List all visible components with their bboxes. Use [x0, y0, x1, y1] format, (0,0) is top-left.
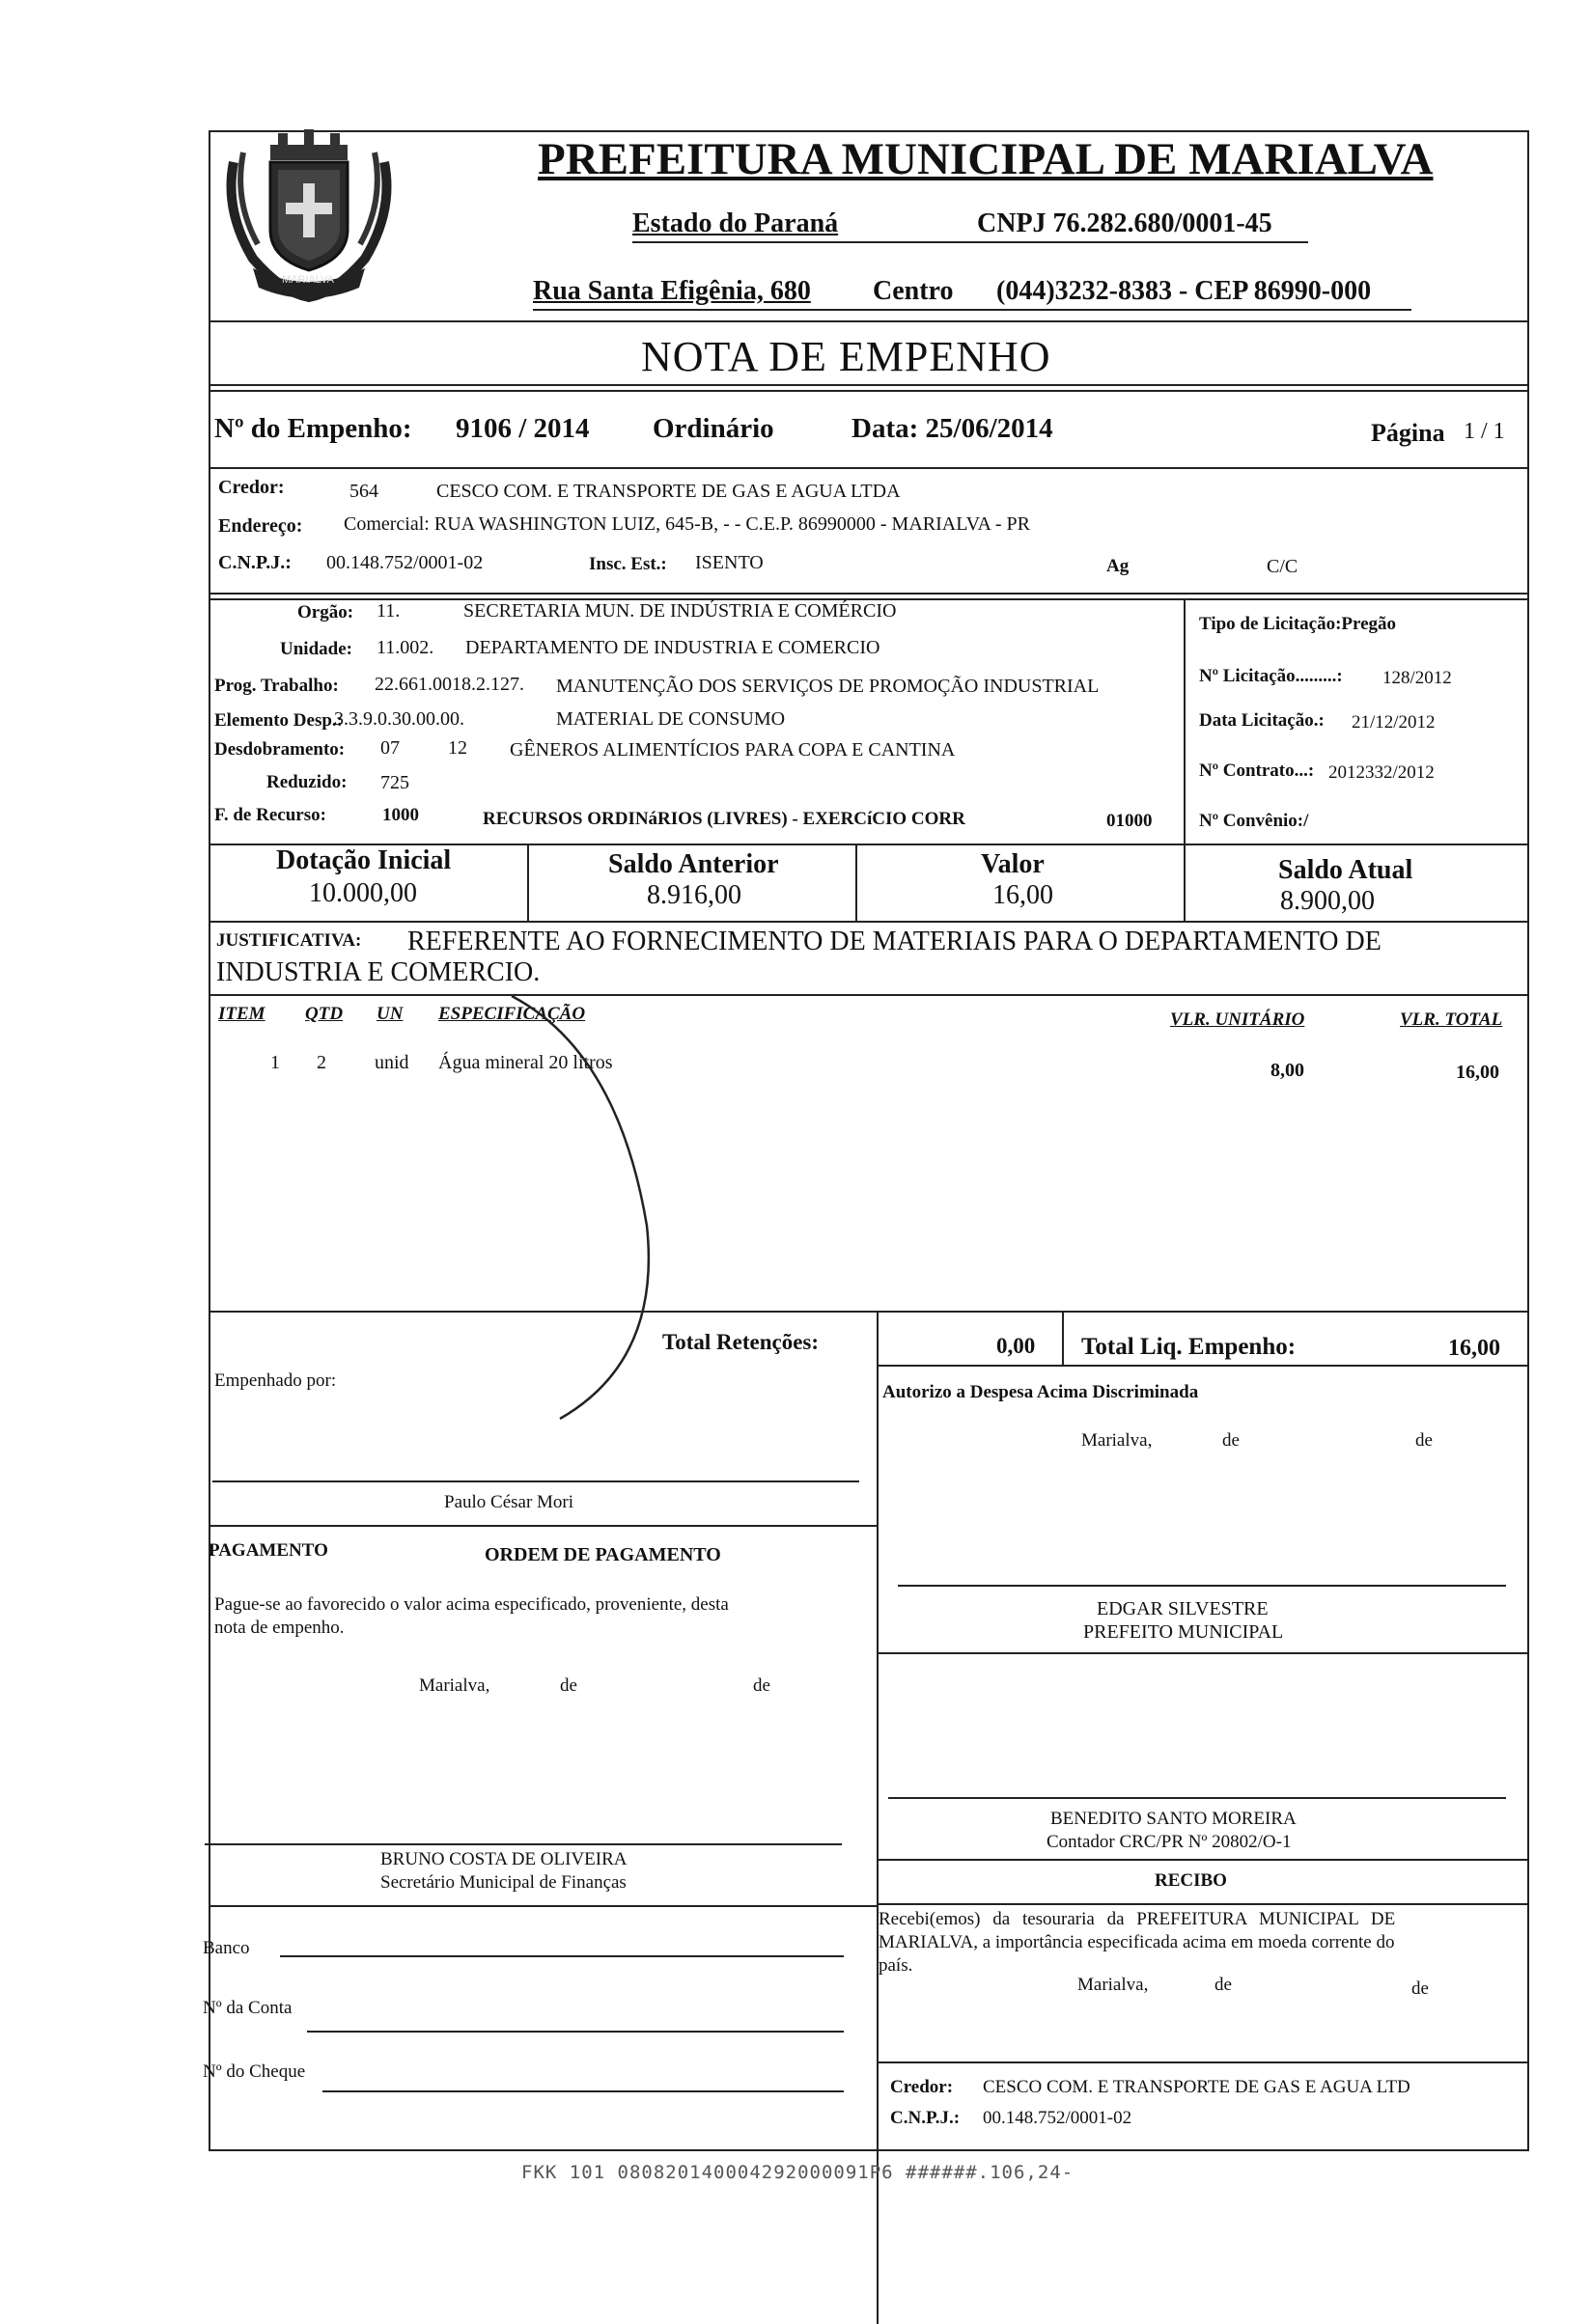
- credor-name: CESCO COM. E TRANSPORTE DE GAS E AGUA LTDA: [436, 481, 901, 502]
- licitacao-date-label: Data Licitação.:: [1199, 710, 1325, 731]
- retencoes-value: 0,00: [996, 1334, 1036, 1358]
- divider: [209, 467, 1527, 469]
- page-value: 1 / 1: [1464, 419, 1505, 444]
- contador-role: Contador CRC/PR Nº 20802/O-1: [1047, 1832, 1292, 1852]
- divider: [209, 1525, 877, 1527]
- cheque-line: [322, 2090, 844, 2092]
- cnpj-label: C.N.P.J.:: [218, 552, 292, 573]
- logo-banner-text: MARIALVA: [282, 274, 334, 286]
- recibo-title: RECIBO: [1155, 1870, 1227, 1891]
- item-row-total: 16,00: [1456, 1062, 1499, 1083]
- convenio-label: Nº Convênio:/: [1199, 811, 1309, 831]
- pagamento-place: Marialva,: [419, 1675, 490, 1696]
- pagamento-label: PAGAMENTO: [209, 1540, 328, 1561]
- divider: [877, 1859, 1527, 1861]
- ag-label: Ag: [1106, 556, 1130, 576]
- divider: [209, 1311, 1527, 1313]
- desd-name: GÊNEROS ALIMENTÍCIOS PARA COPA E CANTINA: [510, 739, 956, 761]
- dotacao-label: Dotação Inicial: [276, 845, 452, 875]
- reduzido-code: 725: [380, 772, 409, 793]
- prog-code: 22.661.0018.2.127.: [375, 674, 524, 695]
- pagamento-text-2: nota de empenho.: [214, 1618, 345, 1638]
- col-header-item: ITEM: [218, 1004, 265, 1024]
- secretario-name: BRUNO COSTA DE OLIVEIRA: [380, 1849, 628, 1869]
- signature-line: [205, 1843, 842, 1845]
- autorizo-de-2: de: [1415, 1430, 1433, 1451]
- col-header-qtd: QTD: [305, 1004, 344, 1024]
- address-label: Endereço:: [218, 515, 303, 537]
- page-label: Página: [1371, 419, 1445, 447]
- header-title: PREFEITURA MUNICIPAL DE MARIALVA: [538, 134, 1434, 184]
- contrato-value: 2012332/2012: [1328, 762, 1435, 783]
- orgao-code: 11.: [377, 600, 401, 622]
- recibo-text-2: MARIALVA, a importância especificada acima em moeda corrente do: [879, 1932, 1395, 1952]
- header-rule-1: [632, 241, 1308, 243]
- desd-label: Desdobramento:: [214, 739, 346, 760]
- autorizo-de-1: de: [1222, 1430, 1240, 1451]
- pagamento-de-1: de: [560, 1675, 577, 1696]
- item-row-unit-price: 8,00: [1270, 1060, 1304, 1081]
- recibo-cnpj-label: C.N.P.J.:: [890, 2108, 961, 2128]
- saldo-anterior-value: 8.916,00: [647, 880, 741, 910]
- saldo-divider: [855, 844, 857, 921]
- recibo-text-3: país.: [879, 1955, 913, 1976]
- divider: [209, 390, 1527, 392]
- orgao-label: Orgão:: [297, 602, 354, 622]
- empenhado-name: Paulo César Mori: [444, 1492, 574, 1512]
- fonte-code: 1000: [382, 805, 419, 825]
- empenho-date: Data: 25/06/2014: [851, 413, 1053, 444]
- totals-divider: [1062, 1311, 1064, 1365]
- divider: [877, 2061, 1527, 2063]
- unidade-label: Unidade:: [280, 639, 352, 659]
- saldo-divider: [1184, 844, 1186, 921]
- recibo-cnpj: 00.148.752/0001-02: [983, 2108, 1132, 2128]
- cheque-label: Nº do Cheque: [203, 2061, 306, 2082]
- dotacao-value: 10.000,00: [309, 878, 417, 908]
- item-row-spec: Água mineral 20 litros: [438, 1052, 613, 1073]
- licitacao-type: Tipo de Licitação:Pregão: [1199, 614, 1397, 634]
- retencoes-label: Total Retenções:: [662, 1330, 820, 1354]
- justificativa-label: JUSTIFICATIVA:: [216, 930, 362, 951]
- coat-of-arms-logo: [214, 124, 404, 307]
- reduzido-label: Reduzido:: [266, 772, 348, 792]
- licitacao-date: 21/12/2012: [1352, 712, 1436, 733]
- contrato-label: Nº Contrato...:: [1199, 761, 1315, 781]
- valor-value: 16,00: [992, 880, 1053, 910]
- desd-code2: 12: [448, 737, 467, 759]
- budget-divider: [1184, 598, 1186, 844]
- conta-label: Nº da Conta: [203, 1998, 293, 2018]
- cc-label: C/C: [1267, 556, 1298, 577]
- item-row-un: unid: [375, 1052, 409, 1073]
- prefeito-role: PREFEITO MUNICIPAL: [1083, 1621, 1284, 1643]
- divider: [877, 1903, 1527, 1905]
- item-row-qtd: 2: [317, 1052, 326, 1073]
- empenhado-label: Empenhado por:: [214, 1370, 337, 1391]
- header-district: Centro: [873, 276, 954, 306]
- prefeito-name: EDGAR SILVESTRE: [1097, 1598, 1269, 1619]
- signature-line: [898, 1585, 1506, 1587]
- credor-label: Credor:: [218, 477, 285, 498]
- divider: [209, 994, 1527, 996]
- saldo-divider: [527, 844, 529, 921]
- unidade-code: 11.002.: [377, 637, 434, 658]
- insc-value: ISENTO: [695, 552, 764, 573]
- divider: [209, 1905, 877, 1907]
- desd-code1: 07: [380, 737, 400, 759]
- fonte-name: RECURSOS ORDINáRIOS (LIVRES) - EXERCíCIO CORR: [483, 809, 965, 829]
- col-header-unit-price: VLR. UNITÁRIO: [1170, 1010, 1305, 1030]
- banco-label: Banco: [203, 1938, 250, 1958]
- header-rule-2: [533, 309, 1411, 311]
- autorizo-place: Marialva,: [1081, 1430, 1153, 1451]
- justificativa-text-2: INDUSTRIA E COMERCIO.: [216, 957, 541, 987]
- elem-name: MATERIAL DE CONSUMO: [556, 708, 786, 730]
- pagamento-de-2: de: [753, 1675, 770, 1696]
- recibo-text-1: Recebi(emos) da tesouraria da PREFEITURA MUNICIPAL DE: [879, 1909, 1396, 1929]
- unidade-name: DEPARTAMENTO DE INDUSTRIA E COMERCIO: [465, 637, 880, 658]
- conta-line: [307, 2031, 844, 2033]
- recibo-credor-label: Credor:: [890, 2077, 954, 2097]
- col-header-spec: ESPECIFICAÇÃO: [438, 1004, 586, 1024]
- liquido-label: Total Liq. Empenho:: [1081, 1334, 1297, 1360]
- recibo-de-1: de: [1214, 1975, 1232, 1995]
- col-header-total: VLR. TOTAL: [1400, 1010, 1503, 1030]
- handwritten-bracket: [502, 994, 656, 1428]
- signature-line: [212, 1480, 859, 1482]
- licitacao-num: 128/2012: [1382, 668, 1452, 688]
- fonte-num: 01000: [1106, 811, 1153, 831]
- insc-label: Insc. Est.:: [589, 554, 667, 574]
- contador-name: BENEDITO SANTO MOREIRA: [1050, 1809, 1297, 1829]
- header-phone-cep: (044)3232-8383 - CEP 86990-000: [996, 276, 1372, 306]
- divider: [209, 320, 1527, 322]
- valor-label: Valor: [981, 849, 1045, 879]
- empenho-type: Ordinário: [653, 413, 774, 444]
- fonte-label: F. de Recurso:: [214, 805, 326, 825]
- footer-bank-code: FKK 101 080820140004292000091P6 ######.106,24-: [521, 2162, 1075, 2183]
- empenho-number: 9106 / 2014: [456, 413, 590, 444]
- divider: [877, 1365, 1527, 1367]
- recibo-credor: CESCO COM. E TRANSPORTE DE GAS E AGUA LTD: [983, 2077, 1410, 2097]
- credor-code: 564: [349, 481, 378, 502]
- pagamento-text-1: Pague-se ao favorecido o valor acima especificado, proveniente, desta: [214, 1594, 729, 1615]
- divider: [877, 1652, 1527, 1654]
- col-header-un: UN: [377, 1004, 404, 1024]
- secretario-role: Secretário Municipal de Finanças: [380, 1872, 627, 1893]
- recibo-place: Marialva,: [1077, 1975, 1149, 1995]
- header-address: Rua Santa Efigênia, 680: [533, 276, 811, 306]
- header-state: Estado do Paraná: [632, 208, 839, 238]
- justificativa-text-1: REFERENTE AO FORNECIMENTO DE MATERIAIS PARA O DEPARTAMENTO DE: [407, 927, 1382, 956]
- elem-label: Elemento Desp.:: [214, 710, 343, 731]
- divider: [209, 384, 1527, 386]
- item-row-item: 1: [270, 1052, 280, 1073]
- prog-label: Prog. Trabalho:: [214, 676, 339, 696]
- credor-address: Comercial: RUA WASHINGTON LUIZ, 645-B, - - C.E.P. 86990000 - MARIALVA - PR: [344, 513, 1030, 535]
- recibo-de-2: de: [1411, 1978, 1429, 1999]
- elem-code: 3.3.9.0.30.00.00.: [334, 708, 464, 730]
- prog-name: MANUTENÇÃO DOS SERVIÇOS DE PROMOÇÃO INDUSTRIAL: [556, 676, 1100, 697]
- saldo-atual-value: 8.900,00: [1280, 886, 1375, 916]
- saldo-atual-label: Saldo Atual: [1278, 855, 1413, 885]
- divider: [209, 921, 1527, 923]
- empenho-label: Nº do Empenho:: [214, 413, 412, 444]
- liquido-value: 16,00: [1448, 1336, 1500, 1361]
- divider: [209, 593, 1527, 595]
- credor-cnpj: 00.148.752/0001-02: [326, 552, 484, 573]
- header-cnpj: CNPJ 76.282.680/0001-45: [977, 208, 1272, 238]
- ordem-pagamento-label: ORDEM DE PAGAMENTO: [485, 1544, 721, 1565]
- orgao-name: SECRETARIA MUN. DE INDÚSTRIA E COMÉRCIO: [463, 600, 897, 622]
- licitacao-num-label: Nº Licitação.........:: [1199, 666, 1343, 686]
- document-title: NOTA DE EMPENHO: [641, 333, 1051, 380]
- signature-line: [888, 1797, 1506, 1799]
- saldo-anterior-label: Saldo Anterior: [608, 849, 779, 879]
- banco-line: [280, 1955, 844, 1957]
- autorizo-title: Autorizo a Despesa Acima Discriminada: [882, 1382, 1199, 1402]
